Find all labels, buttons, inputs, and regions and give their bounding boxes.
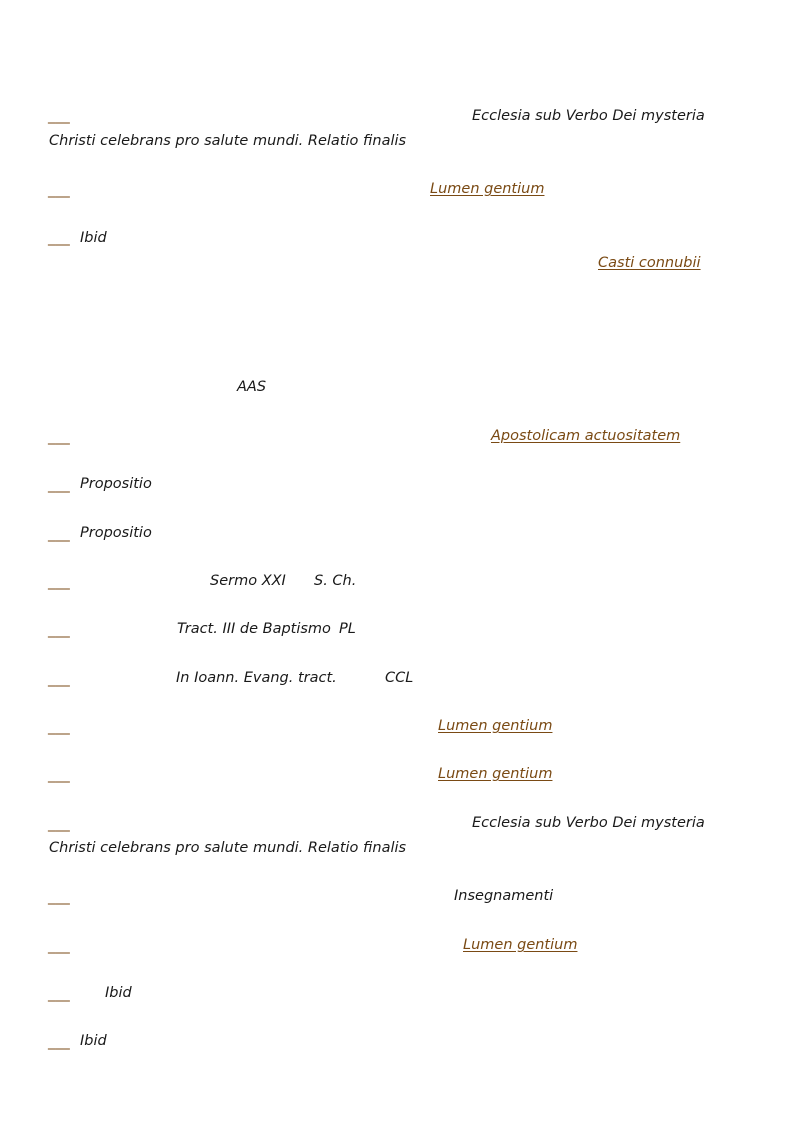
- casti-connubii-link[interactable]: Casti connubii: [598, 255, 701, 271]
- footnote-mark: ___: [48, 182, 70, 198]
- ibid-reference: Ibid: [80, 1033, 107, 1049]
- lumen-gentium-link[interactable]: Lumen gentium: [430, 181, 545, 197]
- footnote-mark: ___: [48, 477, 70, 493]
- document-title-continued: Christi celebrans pro salute mundi. Relatio finalis: [49, 840, 407, 856]
- document-title: Ecclesia sub Verbo Dei mysteria: [472, 815, 705, 831]
- footnote-mark: ___: [48, 767, 70, 783]
- ccl-reference: CCL: [385, 670, 414, 686]
- footnote-mark: ___: [48, 574, 70, 590]
- document-title-continued: Christi celebrans pro salute mundi. Relatio finalis: [49, 133, 407, 149]
- footnote-mark: ___: [48, 889, 70, 905]
- insegnamenti-reference: Insegnamenti: [454, 888, 554, 904]
- sources-chretiennes-reference: S. Ch.: [314, 573, 357, 589]
- footnote-mark: ___: [48, 986, 70, 1002]
- pl-reference: PL: [339, 621, 356, 637]
- sermo-reference: Sermo XXI: [210, 573, 286, 589]
- footnote-mark: ___: [48, 429, 70, 445]
- ibid-reference: Ibid: [80, 230, 107, 246]
- footnote-mark: ___: [48, 938, 70, 954]
- footnote-mark: ___: [48, 230, 70, 246]
- lumen-gentium-link[interactable]: Lumen gentium: [463, 937, 578, 953]
- propositio-reference: Propositio: [80, 476, 152, 492]
- footnote-mark: ___: [48, 671, 70, 687]
- footnote-mark: ___: [48, 526, 70, 542]
- footnote-mark: ___: [48, 816, 70, 832]
- lumen-gentium-link[interactable]: Lumen gentium: [438, 766, 553, 782]
- tract-reference: Tract. III de Baptismo: [177, 621, 331, 637]
- document-title: Ecclesia sub Verbo Dei mysteria: [472, 108, 705, 124]
- apostolicam-actuositatem-link[interactable]: Apostolicam actuositatem: [491, 428, 681, 444]
- lumen-gentium-link[interactable]: Lumen gentium: [438, 718, 553, 734]
- footnote-mark: ___: [48, 719, 70, 735]
- footnote-mark: ___: [48, 1034, 70, 1050]
- aas-reference: AAS: [237, 379, 267, 395]
- footnote-mark: ___: [48, 108, 70, 124]
- propositio-reference: Propositio: [80, 525, 152, 541]
- ioann-tract-reference: In Ioann. Evang. tract.: [176, 670, 337, 686]
- footnote-mark: ___: [48, 622, 70, 638]
- ibid-reference: Ibid: [105, 985, 132, 1001]
